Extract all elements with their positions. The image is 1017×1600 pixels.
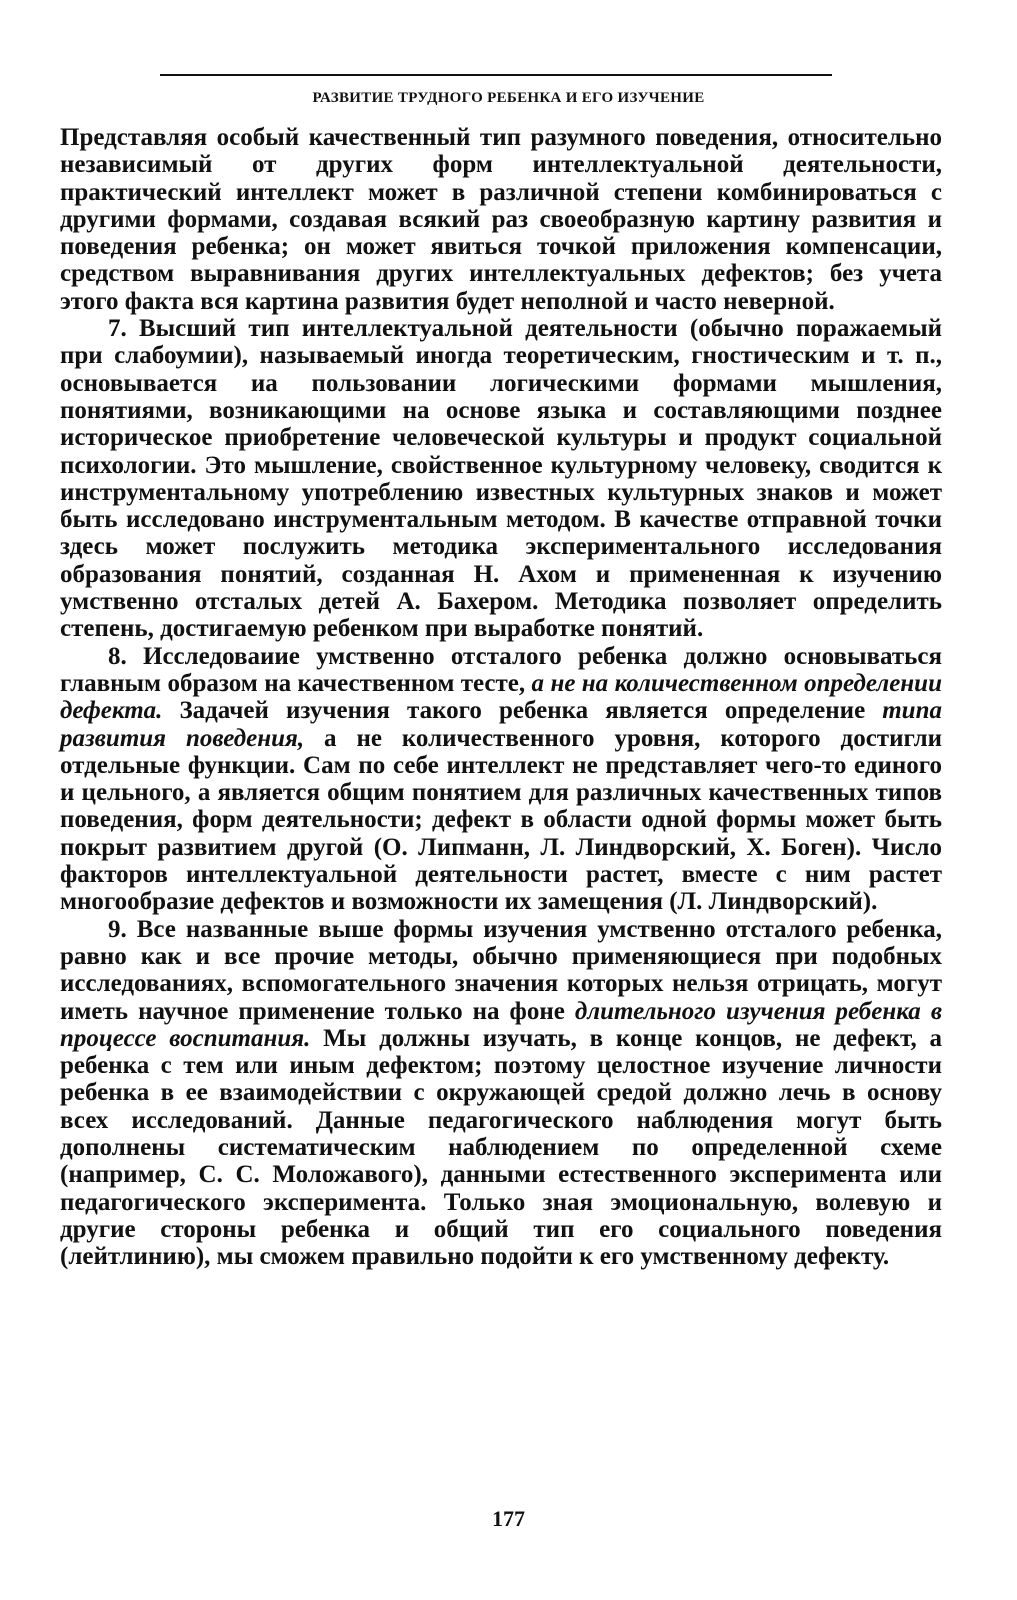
italic-emphasis: а не на количественном определении дефекта. <box>60 669 942 725</box>
paragraph-8 <box>60 643 942 916</box>
text-segment: Мы должны изучать, в конце концов, не дефект, а ребенка с тем или иным дефектом; поэтому целостное изучение личности ребенка в ее взаимодействии с окружающей средой должно лечь в основу всех исследований. Данные педагогического наблюдения могут быть дополнены систематическим наблюдением по определенной схеме (например, С. С. Моложавого), данными естественного эксперимента или педагогического эксперимента. Только зная эмоциональную, волевую и другие стороны ребенка и общий тип его социального поведения (лейтлинию), мы сможем правильно подойти к его умственному дефекту. <box>60 1024 942 1271</box>
italic-emphasis: типа развития поведения, <box>60 697 942 752</box>
text-segment: 8. Исследоваиие умственно отсталого ребенка должно основываться главным образом на качественном тесте, <box>60 642 942 697</box>
paragraph-9 <box>60 916 942 1271</box>
text-segment: Задачей изучения такого ребенка является определение <box>162 697 883 725</box>
text-segment: 9. Все названные выше формы изучения умственно отсталого ребенка, равно как и все прочие методы, обычно применяющиеся при подобных исследованиях, вспомогательного значения которых нельзя отрицать, могут иметь научное применение только на фоне <box>60 915 942 1025</box>
paragraph-continued <box>60 124 942 315</box>
italic-emphasis: длительного изучения ребенка в процессе воспитания. <box>60 997 942 1052</box>
paragraph-7 <box>60 315 942 643</box>
text-segment: Представляя особый качественный тип разумного поведения, относительно независимый от других форм интеллектуальной деятельности, практический интеллект может в различной степени комбинироваться с другими формами, создавая всякий раз своеобразную картину развития и поведения ребенка; он может явиться точкой приложения компенсации, средством выравнивания других интеллектуальных дефектов; без учета этого факта вся картина развития будет неполной и часто неверной. <box>60 124 942 315</box>
header-rule <box>160 74 832 76</box>
text-segment: 7. Высший тип интеллектуальной деятельности (обычно поражаемый при слабоумии), называемый иногда теоретическим, гностическим и т. п., основывается иа пользовании логическими формами мышления, понятиями, возникающими на основе языка и составляющими позднее историческое приобретение человеческой культуры и продукт социальной психологии. Это мышление, свойственное культурному человеку, сводится к инструментальному употреблению известных культурных знаков и может быть исследовано инструментальным методом. В качестве отправной точки здесь может послужить методика экспериментального исследования образования понятий, созданная Н. Ахом и примененная к изучению умственно отсталых детей А. Бахером. Методика позволяет определить степень, достигаемую ребенком при выработке понятий. <box>60 315 942 643</box>
running-head: РАЗВИТИЕ ТРУДНОГО РЕБЕНКА И ЕГО ИЗУЧЕНИЕ <box>312 90 705 106</box>
body-text <box>60 124 942 1270</box>
page-number: 177 <box>492 1506 525 1531</box>
text-segment: а не количественного уровня, которого достигли отдельные функции. Сам по себе интеллект не представляет чего-то единого и цельного, а является общим понятием для различных качественных типов поведения, форм деятельности; дефект в области одной формы может быть покрыт развитием другой (О. Липманн, Л. Линдворский, X. Боген). Число факторов интеллектуальной деятельности растет, вместе с ним растет многообразие дефектов и возможности их замещения (Л. Линдворский). <box>60 724 942 916</box>
